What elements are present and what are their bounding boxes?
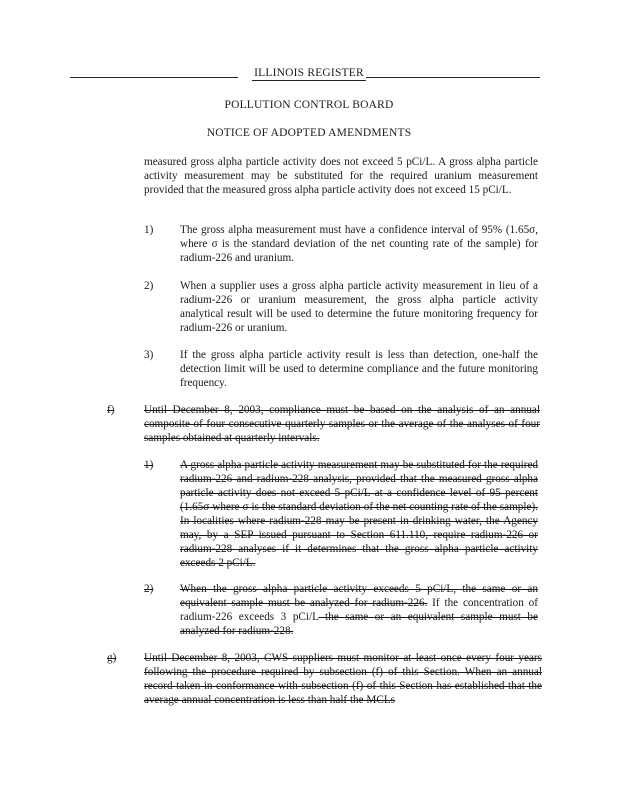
item-3-number: 3) [144, 349, 154, 361]
section-g-text: Until December 8, 2003, CWS suppliers must monitor at least once every four years following the procedure required by subsection (f) of this Section. When an annual record taken in conformance with subsection (f) of this Section has established that the average annual concentration is less than half the MCLs [144, 652, 542, 706]
section-f-text: Until December 8, 2003, compliance must be based on the analysis of an annual composite of four consecutive quarterly samples or the average of the analyses of four samples obtained at quarterly intervals. [144, 404, 540, 444]
notice-title: NOTICE OF ADOPTED AMENDMENTS [206, 127, 412, 139]
item-2-text: When a supplier uses a gross alpha particle activity measurement in lieu of a radium-226 or uranium measurement, the gross alpha particle activity analytical result will be used to determine the future monitoring frequency for radium-226 or uranium. [180, 280, 538, 334]
item-1-number: 1) [144, 224, 154, 236]
section-f-item-1-text: A gross alpha particle activity measurement may be substituted for the required radium-226 and radium-228 analysis, provided that the measured gross alpha particle activity does not exceed 5 pCi/L at a confidence level of 95 percent (1.65σ where σ is the standard deviation of the net counting rate of the sample). In localities where radium-228 may be present in drinking water, the Agency may, by a SEP issued pursuant to Section 611.110, require radium-226 or radium-228 analyses if it determines that the gross alpha particle activity exceeds 2 pCi/L. [180, 459, 538, 569]
item-3-text: If the gross alpha particle activity result is less than detection, one-half the detection limit will be used to determine compliance and the future monitoring frequency. [180, 349, 538, 389]
section-f-item-2-struck-a: When the gross alpha particle activity exceeds 5 pCi/L, the same or an equivalent sample must be analyzed for radium-226. [180, 583, 538, 609]
section-f-item-2-text [180, 582, 538, 638]
intro-paragraph: measured gross alpha particle activity does not exceed 5 pCi/L. A gross alpha particle activity measurement may be substituted for the required uranium measurement provided that the measured gross alpha particle activity does not exceed 15 pCi/L. [144, 156, 538, 196]
board-title: POLLUTION CONTROL BOARD [224, 99, 394, 111]
header-rule-right [366, 77, 540, 78]
section-f-item-1-number: 1) [144, 459, 154, 471]
section-f-item-2-number: 2) [144, 583, 154, 595]
section-g-label: g) [107, 652, 117, 664]
item-2-number: 2) [144, 280, 154, 292]
section-f-item-2-struck-b: the same or an equivalent sample must be analyzed for radium-228. [180, 611, 538, 637]
item-1-text: The gross alpha measurement must have a confidence interval of 95% (1.65σ, where σ is the standard deviation of the net counting rate of the sample) for radium-226 and uranium. [180, 224, 538, 264]
register-title-text: ILLINOIS REGISTER [254, 67, 364, 79]
section-f-label: f) [107, 404, 115, 416]
section-f-item-2-plain: If the concentration of radium-226 exceeds 3 pCi/L [180, 597, 538, 623]
